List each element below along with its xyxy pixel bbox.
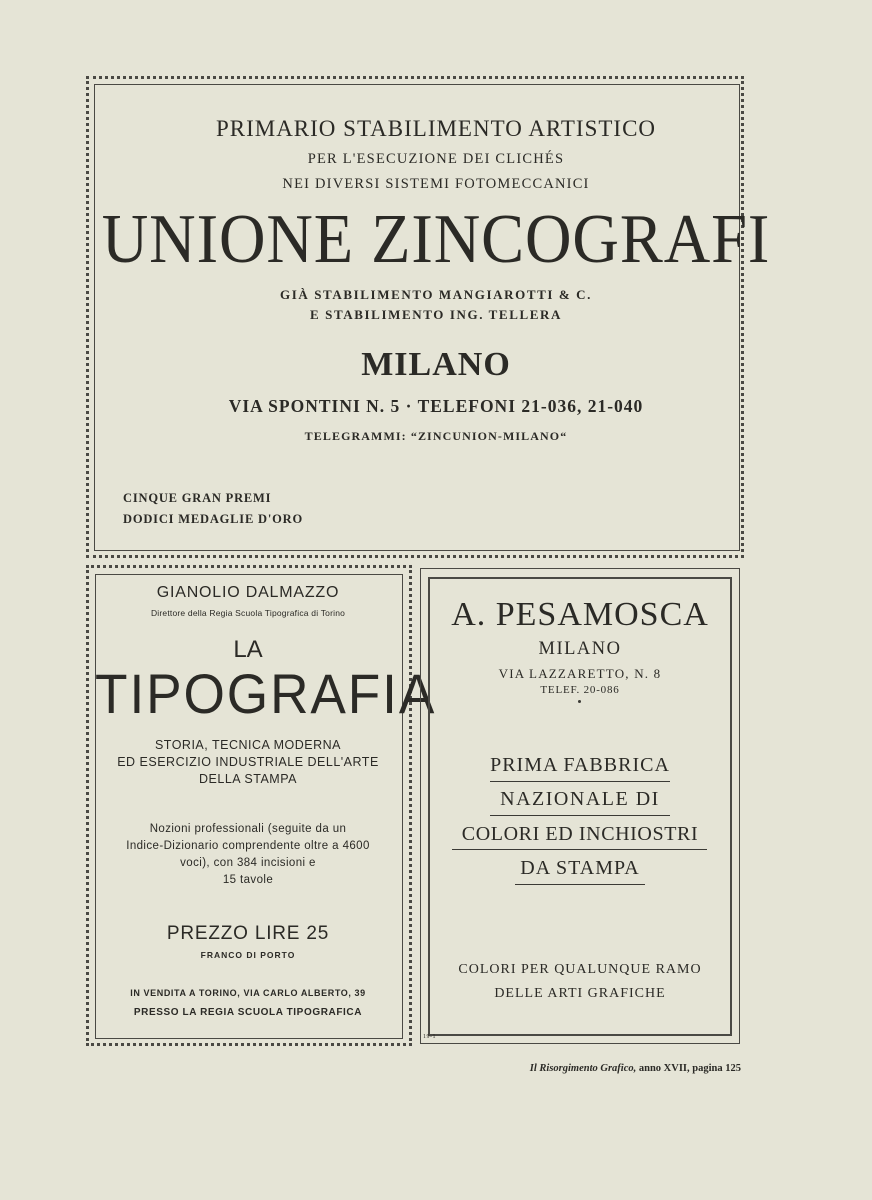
left-ad-sale-2: PRESSO LA REGIA SCUOLA TIPOGRAFICA <box>133 1007 363 1018</box>
right-ad-slogan-3: COLORI ED INCHIOSTRI <box>461 823 699 845</box>
right-ad-underline-3 <box>452 849 707 850</box>
right-ad-bottom-1: COLORI PER QUALUNQUE RAMO <box>458 962 702 977</box>
top-ad-address: VIA SPONTINI N. 5 · TELEFONI 21-036, 21-040 <box>228 396 644 416</box>
right-ad-bullet-icon <box>578 700 581 703</box>
right-ad-bottom-2: DELLE ARTI GRAFICHE <box>494 986 666 1001</box>
top-ad-former-1: GIÀ STABILIMENTO MANGIAROTTI & C. <box>280 287 592 302</box>
right-ad-phone: TELEF. 20-086 <box>540 684 620 696</box>
footer-journal: Il Risorgimento Grafico, <box>529 1063 637 1074</box>
left-ad-desc-2: ED ESERCIZIO INDUSTRIALE DELL'ARTE <box>117 755 379 769</box>
left-ad-desc-3: DELLA STAMPA <box>199 772 297 786</box>
left-ad-note-2: Indice-Dizionario comprendente oltre a 4600 <box>126 840 370 852</box>
left-ad-sale-1: IN VENDITA A TORINO, VIA CARLO ALBERTO, 39 <box>130 988 366 998</box>
top-ad-award-1: CINQUE GRAN PREMI <box>123 491 272 505</box>
right-ad-slogan-1: PRIMA FABBRICA <box>490 754 670 776</box>
left-ad-author-role: Direttore della Regia Scuola Tipografica di Torino <box>150 608 346 618</box>
left-ad-desc-1: STORIA, TECNICA MODERNA <box>154 738 342 752</box>
left-ad-book-title: TIPOGRAFIA <box>95 662 437 725</box>
top-ad-city: MILANO <box>361 346 511 383</box>
left-ad-price: PREZZO LIRE 25 <box>166 923 330 944</box>
left-ad-author: GIANOLIO DALMAZZO <box>156 584 340 601</box>
left-ad-note-4: 15 tavole <box>222 874 274 886</box>
right-ad-slogan-2: NAZIONALE DI <box>500 788 660 810</box>
top-ad-telegram: TELEGRAMMI: “ZINCUNION-MILANO“ <box>304 429 568 443</box>
top-ad-subline-2: NEI DIVERSI SISTEMI FOTOMECCANICI <box>282 176 590 192</box>
top-ad-subline-1: PER L'ESECUZIONE DEI CLICHÉS <box>307 151 565 167</box>
top-ad-company-name: UNIONE ZINCOGRAFI <box>101 201 771 278</box>
right-ad-code: 19-1 <box>423 1034 436 1040</box>
left-ad-note-1: Nozioni professionali (seguite da un <box>149 823 347 835</box>
footer-issue: anno XVII, pagina 125 <box>638 1063 741 1074</box>
right-ad-company-name: A. PESAMOSCA <box>451 596 709 633</box>
right-ad-slogan-4: DA STAMPA <box>520 857 640 879</box>
right-ad-underline-2 <box>490 815 670 816</box>
right-ad-underline-1 <box>490 781 670 782</box>
top-ad-former-2: E STABILIMENTO ING. TELLERA <box>310 307 562 322</box>
top-ad-award-2: DODICI MEDAGLIE D'ORO <box>123 512 304 526</box>
left-ad-note-3: voci), con 384 incisioni e <box>180 857 316 869</box>
right-ad-address: VIA LAZZARETTO, N. 8 <box>498 666 662 681</box>
right-ad-underline-4 <box>515 884 645 885</box>
top-ad-headline: PRIMARIO STABILIMENTO ARTISTICO <box>215 116 657 141</box>
page-footer <box>530 1063 741 1074</box>
left-ad-shipping: FRANCO DI PORTO <box>200 950 296 960</box>
left-ad-article: LA <box>233 636 263 663</box>
right-ad-city: MILANO <box>538 639 622 659</box>
